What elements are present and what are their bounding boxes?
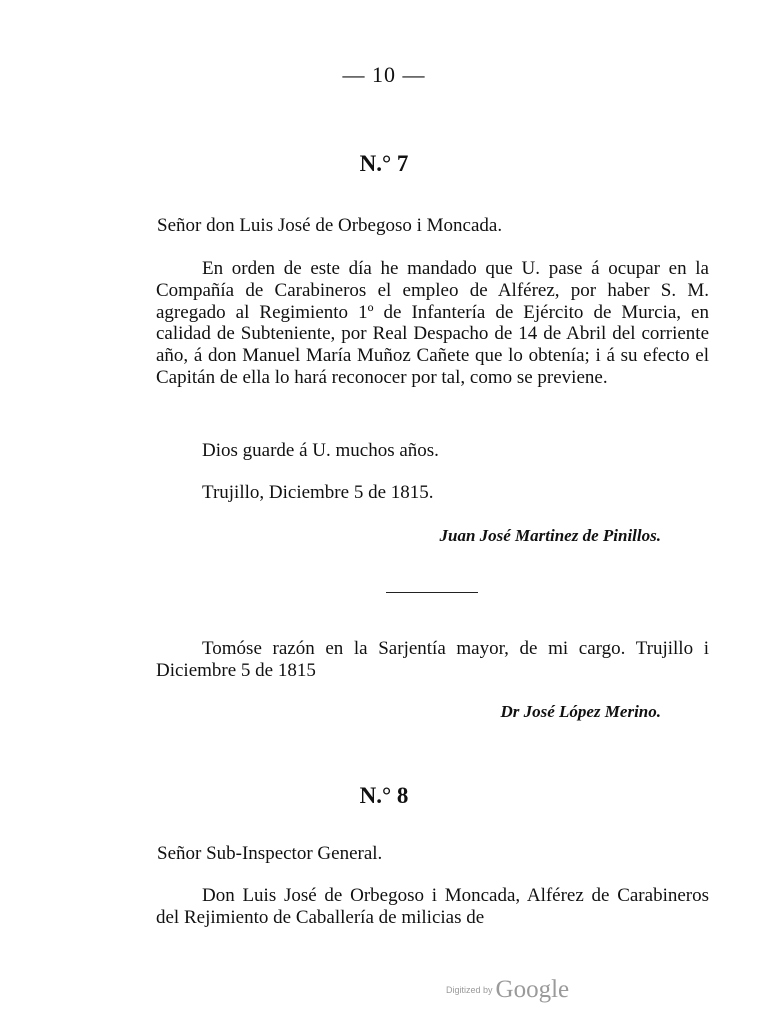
digitized-watermark [446,976,569,1004]
letter-7-place-date: Trujillo, Diciembre 5 de 1815. [202,482,434,503]
letter-8-heading: N.° 8 [359,783,409,808]
google-logo: Google [495,976,570,1003]
letter-8-salutation: Señor Sub-Inspector General. [157,843,383,864]
letter-7-signature: Juan José Martinez de Pinillos. [439,526,661,545]
letter-7-heading: N.° 7 [359,151,409,176]
registry-signature: Dr José López Merino. [500,702,661,721]
registry-note-text: Tomóse razón en la Sarjentía mayor, de mi cargo. Trujillo i Diciembre 5 de 1815 [156,638,709,681]
letter-7-closing: Dios guarde á U. muchos años. [202,440,439,461]
letter-7-body-text: En orden de este día he mandado que U. pase á ocupar en la Compañía de Carabineros el empleo de Alférez, por haber S. M. agregado al Regimiento 1º de Infantería de Ejército de Murcia, en calidad de Subteniente, por Real Despacho de 14 de Abril del corriente año, á don Manuel María Muñoz Cañete que lo obtenía; i á su efecto el Capitán de ella lo hará reconocer por tal, como se previene. [156,258,709,388]
letter-8-body-text: Don Luis José de Orbegoso i Moncada, Alférez de Carabineros del Rejimiento de Caballería de milicias de [156,885,709,928]
section-divider [386,592,478,593]
letter-7-body [156,258,709,389]
registry-note [156,638,709,682]
letter-7-salutation: Señor don Luis José de Orbegoso i Moncada. [157,215,503,236]
page-number: — 10 — [342,62,426,87]
letter-8-body [156,885,709,929]
watermark-prefix: Digitized by [446,985,493,995]
